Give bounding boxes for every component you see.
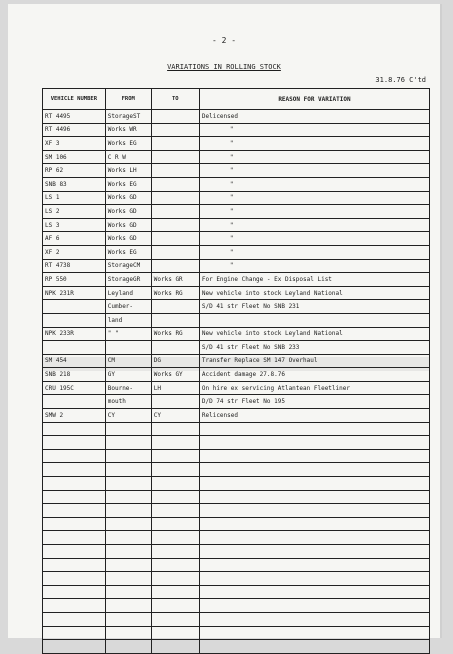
cell-reason: "	[199, 232, 429, 246]
table-row	[43, 572, 430, 586]
cell-vehicle-number: RT 4495	[43, 110, 106, 124]
cell-to: DG	[151, 354, 199, 368]
page-number: - 2 -	[211, 36, 237, 45]
cell-vehicle-number	[43, 558, 106, 572]
table-row	[43, 137, 430, 151]
cell-reason: "	[199, 177, 429, 191]
cell-vehicle-number: SNB 218	[43, 368, 106, 382]
cell-from	[105, 490, 151, 504]
cell-reason	[199, 490, 429, 504]
table-row	[43, 463, 430, 477]
table-row	[43, 504, 430, 518]
cell-vehicle-number	[43, 395, 106, 409]
cell-reason	[199, 545, 429, 559]
cell-from: C R W	[105, 150, 151, 164]
cell-from: Works WR	[105, 123, 151, 137]
cell-reason: New vehicle into stock Leyland National	[199, 286, 429, 300]
header-vehicle-number: VEHICLE NUMBER	[43, 89, 106, 110]
table-row	[43, 341, 430, 355]
cell-to	[151, 191, 199, 205]
table-row	[43, 191, 430, 205]
header-from: FROM	[105, 89, 151, 110]
photocopy-smudge	[42, 357, 430, 371]
cell-vehicle-number	[43, 449, 106, 463]
table-row	[43, 150, 430, 164]
cell-to	[151, 177, 199, 191]
cell-reason: "	[199, 164, 429, 178]
table-row	[43, 110, 430, 124]
cell-vehicle-number: AF 6	[43, 232, 106, 246]
cell-reason	[199, 449, 429, 463]
cell-reason	[199, 626, 429, 640]
cell-from	[105, 572, 151, 586]
cell-from: Works GD	[105, 218, 151, 232]
cell-from	[105, 531, 151, 545]
cell-to	[151, 640, 199, 654]
cell-to	[151, 422, 199, 436]
table-row	[43, 123, 430, 137]
table-row	[43, 585, 430, 599]
cell-reason: S/D 41 str Fleet No SNB 233	[199, 341, 429, 355]
cell-from: CY	[105, 409, 151, 423]
table-row	[43, 327, 430, 341]
table-row	[43, 449, 430, 463]
cell-vehicle-number: NPK 231R	[43, 286, 106, 300]
cell-from	[105, 504, 151, 518]
cell-vehicle-number	[43, 436, 106, 450]
cell-vehicle-number	[43, 463, 106, 477]
header-to: TO	[151, 89, 199, 110]
cell-reason	[199, 477, 429, 491]
cell-vehicle-number	[43, 517, 106, 531]
cell-reason: Transfer Replace SM 147 Overhaul	[199, 354, 429, 368]
table-row	[43, 286, 430, 300]
table-row	[43, 164, 430, 178]
cell-to	[151, 599, 199, 613]
table-row	[43, 218, 430, 232]
cell-to	[151, 504, 199, 518]
cell-reason	[199, 599, 429, 613]
table-row	[43, 517, 430, 531]
cell-reason: Delicensed	[199, 110, 429, 124]
header-reason: REASON FOR VARIATION	[199, 89, 429, 110]
cell-from: StorageST	[105, 110, 151, 124]
cell-from: CM	[105, 354, 151, 368]
cell-from: Works GD	[105, 205, 151, 219]
cell-to	[151, 341, 199, 355]
table-row	[43, 490, 430, 504]
table-header-row	[43, 89, 430, 110]
cell-vehicle-number	[43, 477, 106, 491]
table-row	[43, 640, 430, 654]
cell-vehicle-number: CRU 195C	[43, 381, 106, 395]
table-row	[43, 177, 430, 191]
cell-to	[151, 490, 199, 504]
cell-vehicle-number	[43, 599, 106, 613]
cell-vehicle-number	[43, 490, 106, 504]
cell-vehicle-number	[43, 300, 106, 314]
cell-vehicle-number: LS 1	[43, 191, 106, 205]
cell-reason: "	[199, 205, 429, 219]
cell-to: LH	[151, 381, 199, 395]
cell-vehicle-number: RP 550	[43, 273, 106, 287]
cell-from	[105, 422, 151, 436]
cell-reason: S/D 41 str Fleet No SNB 231	[199, 300, 429, 314]
cell-from: land	[105, 313, 151, 327]
cell-vehicle-number	[43, 572, 106, 586]
document-page	[8, 4, 440, 638]
cell-vehicle-number	[43, 504, 106, 518]
cell-to	[151, 585, 199, 599]
table-row	[43, 422, 430, 436]
cell-to: Works GR	[151, 273, 199, 287]
cell-from	[105, 585, 151, 599]
cell-from	[105, 612, 151, 626]
cell-to	[151, 545, 199, 559]
cell-reason: On hire ex servicing Atlantean Fleetliner	[199, 381, 429, 395]
cell-vehicle-number: LS 3	[43, 218, 106, 232]
cell-vehicle-number	[43, 612, 106, 626]
cell-from	[105, 558, 151, 572]
cell-vehicle-number: LS 2	[43, 205, 106, 219]
cell-to	[151, 572, 199, 586]
cell-from	[105, 640, 151, 654]
cell-vehicle-number	[43, 422, 106, 436]
cell-from: Works GD	[105, 191, 151, 205]
cell-to	[151, 463, 199, 477]
table-row	[43, 313, 430, 327]
cell-from: mouth	[105, 395, 151, 409]
table-body	[43, 110, 430, 654]
cell-from	[105, 463, 151, 477]
document-title: VARIATIONS IN ROLLING STOCK	[167, 63, 281, 71]
table-row	[43, 409, 430, 423]
table-row	[43, 477, 430, 491]
cell-vehicle-number	[43, 585, 106, 599]
cell-from	[105, 436, 151, 450]
table-row	[43, 558, 430, 572]
cell-to	[151, 313, 199, 327]
cell-reason	[199, 531, 429, 545]
cell-from: Works EG	[105, 245, 151, 259]
cell-vehicle-number	[43, 545, 106, 559]
cell-vehicle-number: XF 2	[43, 245, 106, 259]
cell-reason: "	[199, 245, 429, 259]
cell-to: CY	[151, 409, 199, 423]
table-row	[43, 599, 430, 613]
cell-reason	[199, 313, 429, 327]
cell-vehicle-number: SM 106	[43, 150, 106, 164]
cell-vehicle-number: NPK 233R	[43, 327, 106, 341]
cell-to	[151, 137, 199, 151]
cell-vehicle-number: XF 3	[43, 137, 106, 151]
cell-to: Works RG	[151, 286, 199, 300]
cell-to	[151, 300, 199, 314]
cell-from: " "	[105, 327, 151, 341]
table-row	[43, 531, 430, 545]
cell-to	[151, 531, 199, 545]
cell-reason: For Engine Change - Ex Disposal List	[199, 273, 429, 287]
table-row	[43, 259, 430, 273]
cell-reason: New vehicle into stock Leyland National	[199, 327, 429, 341]
table-row	[43, 232, 430, 246]
table-row	[43, 436, 430, 450]
cell-reason: "	[199, 150, 429, 164]
cell-to	[151, 626, 199, 640]
cell-from: Works EG	[105, 137, 151, 151]
cell-reason	[199, 558, 429, 572]
cell-from	[105, 599, 151, 613]
cell-from: Works EG	[105, 177, 151, 191]
date-continued: 31.8.76 C'td	[375, 76, 426, 84]
cell-from: Works GD	[105, 232, 151, 246]
cell-from	[105, 517, 151, 531]
cell-vehicle-number: RP 62	[43, 164, 106, 178]
cell-from: Works LH	[105, 164, 151, 178]
cell-vehicle-number	[43, 531, 106, 545]
table-row	[43, 300, 430, 314]
cell-reason	[199, 422, 429, 436]
cell-reason: "	[199, 137, 429, 151]
cell-from: Leyland	[105, 286, 151, 300]
table-row	[43, 395, 430, 409]
cell-to	[151, 612, 199, 626]
cell-vehicle-number: SMW 2	[43, 409, 106, 423]
cell-from	[105, 477, 151, 491]
cell-from	[105, 626, 151, 640]
cell-reason: "	[199, 218, 429, 232]
cell-vehicle-number: RT 4496	[43, 123, 106, 137]
cell-reason	[199, 463, 429, 477]
cell-from	[105, 449, 151, 463]
cell-to: Works RG	[151, 327, 199, 341]
cell-from: Cumber-	[105, 300, 151, 314]
cell-to	[151, 123, 199, 137]
table-row	[43, 245, 430, 259]
cell-to	[151, 205, 199, 219]
table-row	[43, 273, 430, 287]
cell-reason	[199, 640, 429, 654]
cell-vehicle-number: SNB 83	[43, 177, 106, 191]
cell-to	[151, 517, 199, 531]
cell-reason	[199, 504, 429, 518]
table-row	[43, 545, 430, 559]
cell-from: Bourne-	[105, 381, 151, 395]
cell-to	[151, 449, 199, 463]
cell-to	[151, 110, 199, 124]
cell-to	[151, 558, 199, 572]
table-row	[43, 626, 430, 640]
cell-reason	[199, 517, 429, 531]
cell-to	[151, 395, 199, 409]
cell-vehicle-number: RT 4738	[43, 259, 106, 273]
cell-reason: D/D 74 str Fleet No 195	[199, 395, 429, 409]
cell-to	[151, 436, 199, 450]
cell-from: GY	[105, 368, 151, 382]
cell-reason: Relicensed	[199, 409, 429, 423]
table-row	[43, 612, 430, 626]
cell-vehicle-number	[43, 341, 106, 355]
cell-reason: "	[199, 123, 429, 137]
cell-to	[151, 245, 199, 259]
cell-to	[151, 150, 199, 164]
cell-reason: Accident damage 27.8.76	[199, 368, 429, 382]
cell-to	[151, 218, 199, 232]
cell-from	[105, 341, 151, 355]
cell-from: StorageCM	[105, 259, 151, 273]
cell-vehicle-number	[43, 313, 106, 327]
cell-from: StorageGR	[105, 273, 151, 287]
cell-to	[151, 477, 199, 491]
cell-from	[105, 545, 151, 559]
cell-to	[151, 232, 199, 246]
cell-vehicle-number	[43, 626, 106, 640]
cell-vehicle-number: SM 454	[43, 354, 106, 368]
cell-reason	[199, 612, 429, 626]
cell-reason: "	[199, 259, 429, 273]
cell-reason	[199, 436, 429, 450]
cell-to: Works GY	[151, 368, 199, 382]
cell-to	[151, 164, 199, 178]
cell-vehicle-number	[43, 640, 106, 654]
cell-reason	[199, 572, 429, 586]
cell-reason	[199, 585, 429, 599]
table-row	[43, 381, 430, 395]
cell-reason: "	[199, 191, 429, 205]
cell-to	[151, 259, 199, 273]
table-row	[43, 205, 430, 219]
